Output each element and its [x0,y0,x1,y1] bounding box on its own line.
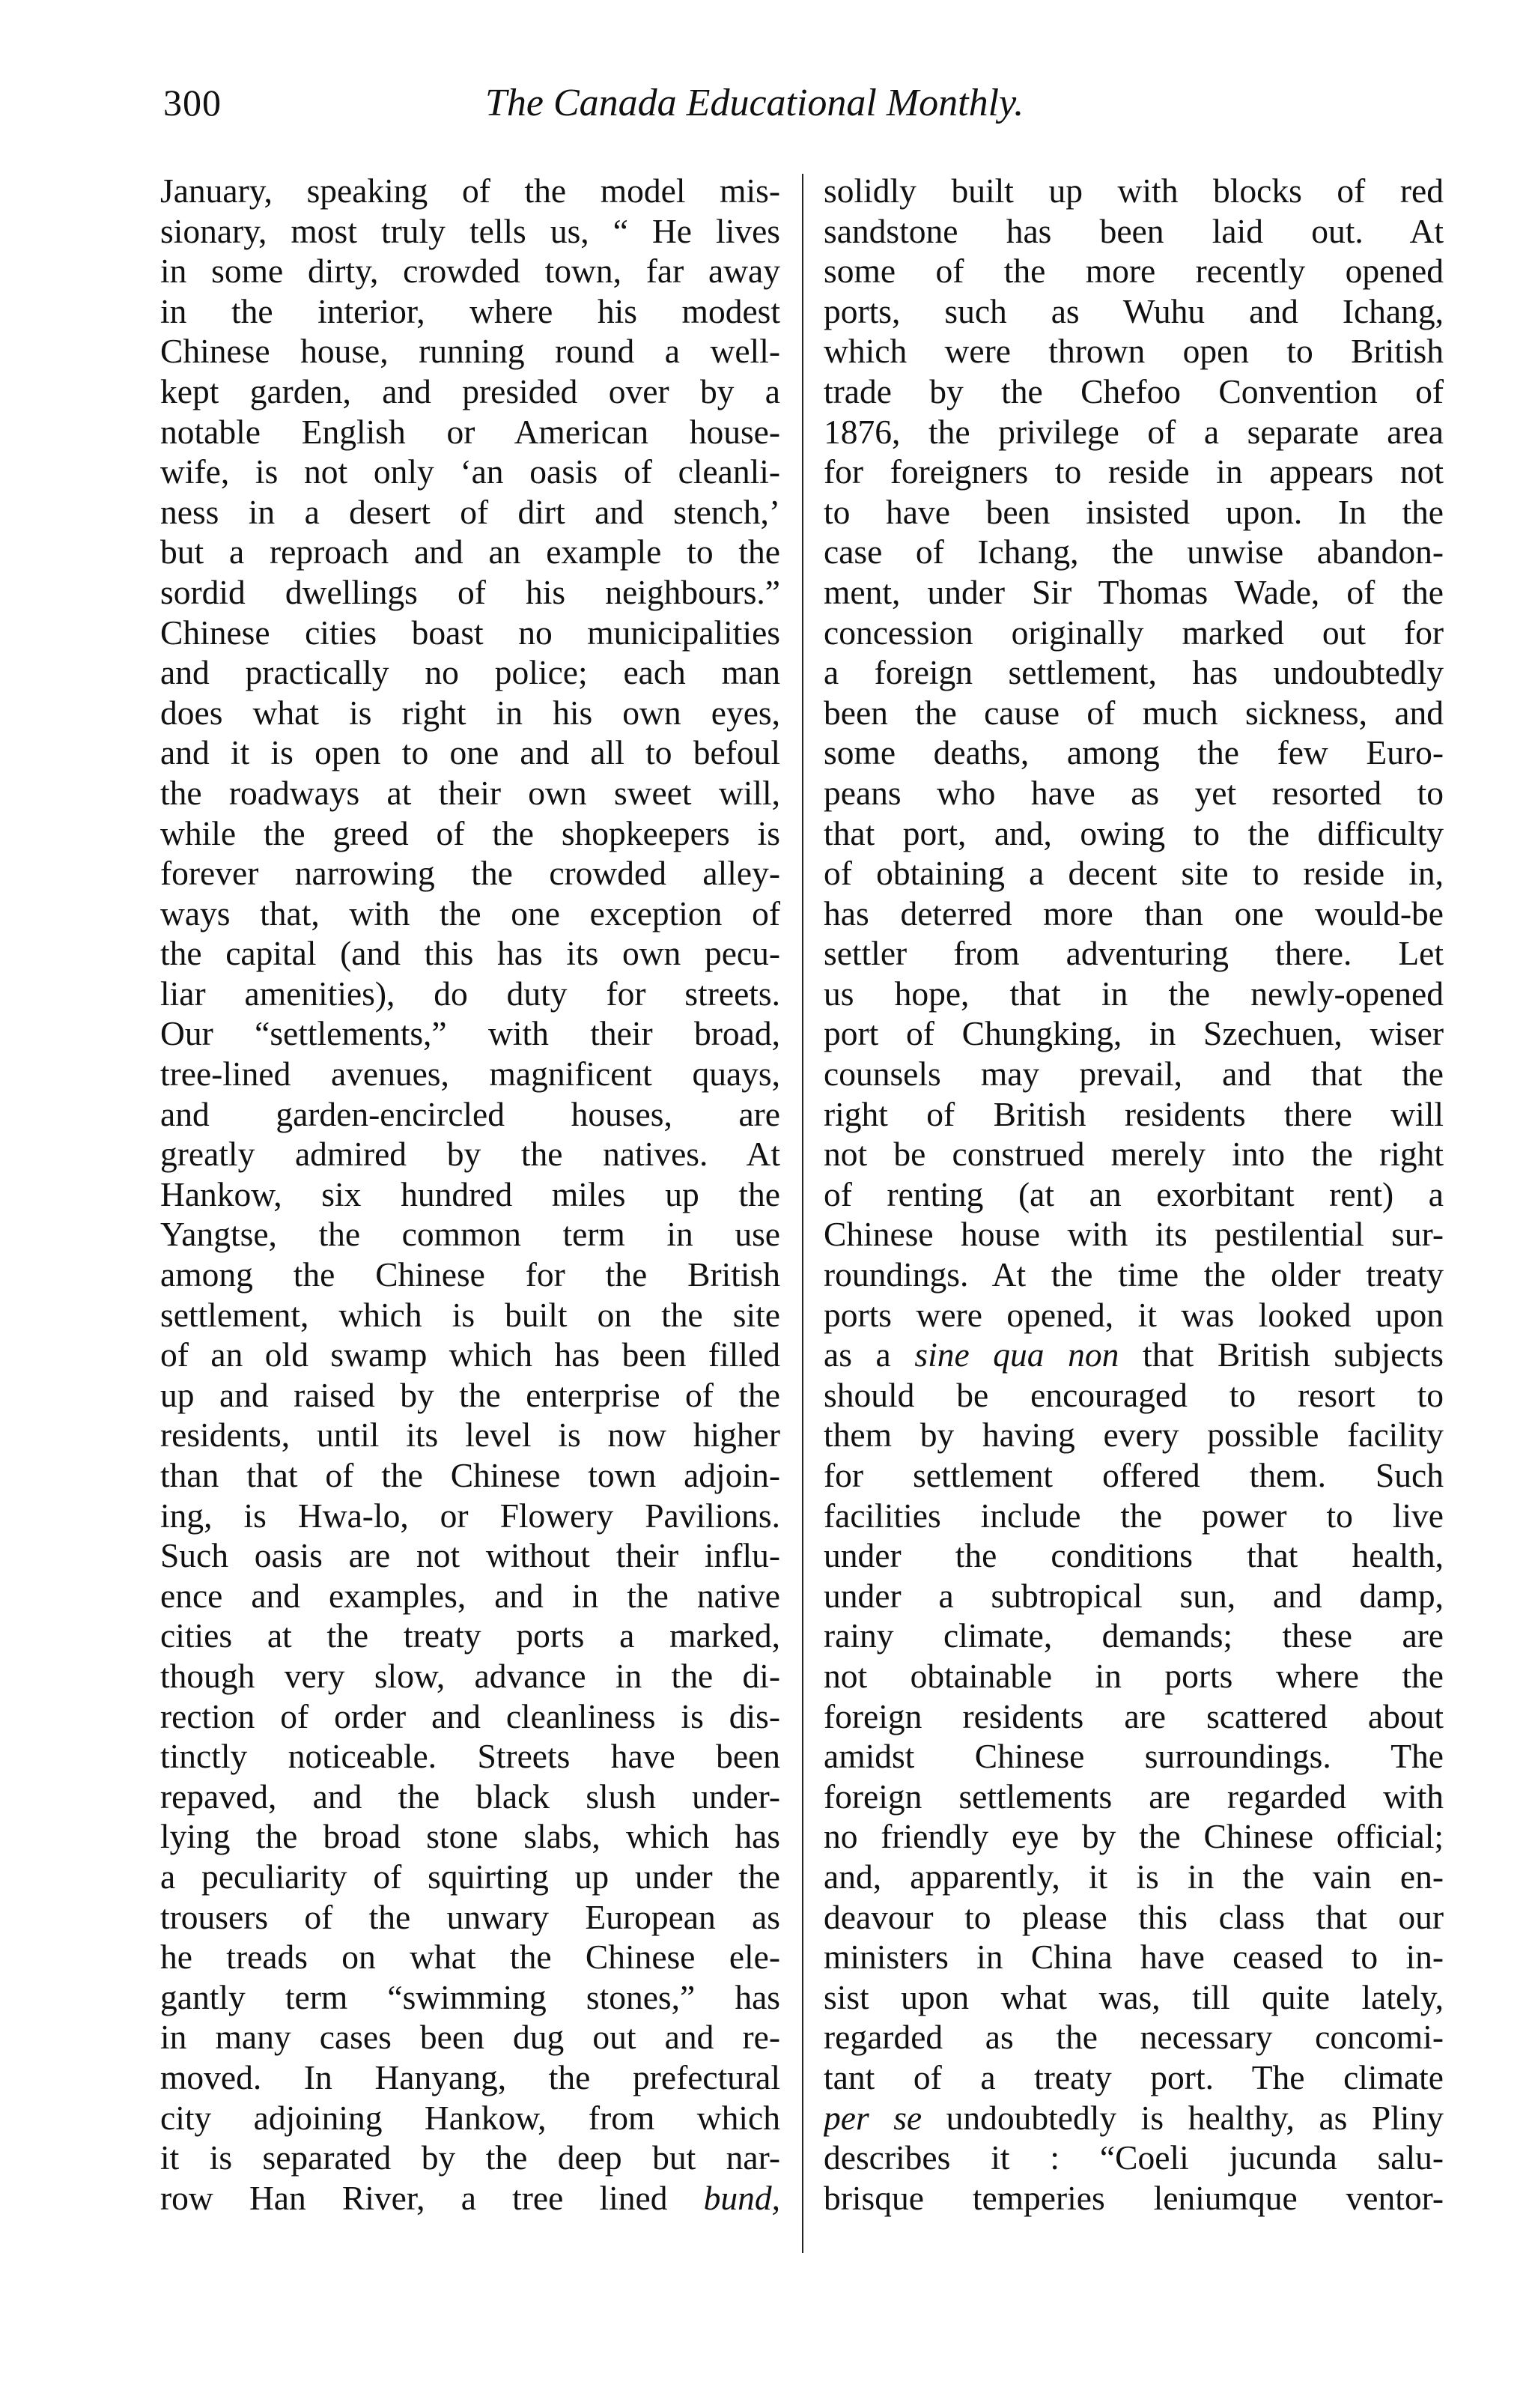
text-line: facilities include the power to live [824,1496,1444,1535]
right-column [824,171,1444,2218]
text-line: foreign residents are scattered about [824,1696,1444,1735]
text-line: sordid dwellings of his neighbours.” [160,572,780,611]
page-number: 300 [163,82,222,124]
text-line: ways that, with the one exception of [160,894,780,932]
text-line: in many cases been dug out and re- [160,2018,780,2057]
text-line: for settlement offered them. Such [824,1456,1444,1494]
text-line: Chinese house with its pestilential sur- [824,1215,1444,1254]
text-line: Such oasis are not without their influ- [160,1536,780,1575]
text-line: ence and examples, and in the native [160,1576,780,1615]
text-line: some of the more recently opened [824,252,1444,291]
text-line: ministers in China have ceased to in- [824,1938,1444,1977]
text-line: for foreigners to reside in appears not [824,452,1444,491]
text-line: some deaths, among the few Euro- [824,733,1444,772]
text-line: sandstone has been laid out. At [824,211,1444,250]
text-line: among the Chinese for the British [160,1255,780,1294]
text-line: us hope, that in the newly-opened [824,974,1444,1013]
column-divider [802,174,803,2253]
text-line: tinctly noticeable. Streets have been [160,1737,780,1776]
text-line: in some dirty, crowded town, far away [160,252,780,291]
text-line: liar amenities), do duty for streets. [160,974,780,1013]
text-line: Chinese house, running round a well- [160,332,780,371]
italic-phrase: per se [824,2098,922,2137]
text-line: trousers of the unwary European as [160,1897,780,1936]
text-line: that port, and, owing to the difficulty [824,813,1444,852]
text-line: them by having every possible facility [824,1416,1444,1455]
text-line: gantly term “swimming stones,” has [160,1977,780,2016]
text-line: repaved, and the black slush under- [160,1777,780,1816]
text-line: should be encouraged to resort to [824,1375,1444,1414]
text-line: city adjoining Hankow, from which [160,2098,780,2137]
text-line: per se undoubtedly is healthy, as Pliny [824,2098,1444,2137]
text-line: cities at the treaty ports a marked, [160,1616,780,1655]
running-title: The Canada Educational Monthly. [485,82,1024,124]
text-line: kept garden, and presided over by a [160,371,780,410]
text-line: and, apparently, it is in the vain en- [824,1857,1444,1896]
text-line: and practically no police; each man [160,653,780,692]
text-line: a foreign settlement, has undoubtedly [824,653,1444,692]
text-line: than that of the Chinese town adjoin- [160,1456,780,1494]
text-line: as a sine qua non that British subjects [824,1335,1444,1374]
text-line: Yangtse, the common term in use [160,1215,780,1254]
text-line: case of Ichang, the unwise abandon- [824,533,1444,571]
text-line: of obtaining a decent site to reside in, [824,854,1444,893]
text-line: does what is right in his own eyes, [160,693,780,732]
text-line: roundings. At the time the older treaty [824,1255,1444,1294]
text-line: moved. In Hanyang, the prefectural [160,2057,780,2096]
page-header [163,81,1212,133]
text-line: under the conditions that health, [824,1536,1444,1575]
text-line: row Han River, a tree lined bund, [160,2178,780,2217]
text-line: forever narrowing the crowded alley- [160,854,780,893]
text-line: residents, until its level is now higher [160,1416,780,1455]
text-line: describes it : “Coeli jucunda salu- [824,2138,1444,2177]
text-line: deavour to please this class that our [824,1897,1444,1936]
text-line: of renting (at an exorbitant rent) a [824,1174,1444,1213]
text-line: tree-lined avenues, magnificent quays, [160,1055,780,1094]
text-line: which were thrown open to British [824,332,1444,371]
text-line: sionary, most truly tells us, “ He lives [160,211,780,250]
text-line: counsels may prevail, and that the [824,1055,1444,1094]
text-line: ing, is Hwa-lo, or Flowery Pavilions. [160,1496,780,1535]
text-line: though very slow, advance in the di- [160,1656,780,1695]
text-line: greatly admired by the natives. At [160,1135,780,1174]
text-line: it is separated by the deep but nar- [160,2138,780,2177]
text-line: trade by the Chefoo Convention of [824,371,1444,410]
text-line: to have been insisted upon. In the [824,492,1444,531]
text-line: while the greed of the shopkeepers is [160,813,780,852]
text-line: lying the broad stone slabs, which has [160,1817,780,1856]
text-line: January, speaking of the model mis- [160,172,780,210]
left-column [160,171,780,2218]
text-line: not obtainable in ports where the [824,1656,1444,1695]
text-line: ports, such as Wuhu and Ichang, [824,291,1444,330]
text-line: has deterred more than one would-be [824,894,1444,932]
text-line: settler from adventuring there. Let [824,934,1444,973]
text-line: ment, under Sir Thomas Wade, of the [824,572,1444,611]
text-line: solidly built up with blocks of red [824,172,1444,210]
text-line: foreign settlements are regarded with [824,1777,1444,1816]
text-line: ness in a desert of dirt and stench,’ [160,492,780,531]
italic-phrase: bund, [703,2178,780,2217]
text-line: notable English or American house- [160,412,780,451]
text-line: tant of a treaty port. The climate [824,2057,1444,2096]
text-line: up and raised by the enterprise of the [160,1375,780,1414]
text-line: 1876, the privilege of a separate area [824,412,1444,451]
text-line: the roadways at their own sweet will, [160,773,780,812]
text-line: and garden-encircled houses, are [160,1094,780,1133]
text-line: settlement, which is built on the site [160,1295,780,1334]
text-line: Hankow, six hundred miles up the [160,1174,780,1213]
text-line: rainy climate, demands; these are [824,1616,1444,1655]
text-line: not be construed merely into the right [824,1135,1444,1174]
text-line: ports were opened, it was looked upon [824,1295,1444,1334]
text-line: been the cause of much sickness, and [824,693,1444,732]
text-line: no friendly eye by the Chinese official; [824,1817,1444,1856]
text-line: but a reproach and an example to the [160,533,780,571]
text-line: and it is open to one and all to befoul [160,733,780,772]
text-line: Chinese cities boast no municipalities [160,613,780,652]
text-line: port of Chungking, in Szechuen, wiser [824,1014,1444,1053]
text-line: wife, is not only ‘an oasis of cleanli- [160,452,780,491]
text-line: right of British residents there will [824,1094,1444,1133]
text-line: he treads on what the Chinese ele- [160,1938,780,1977]
italic-phrase: sine qua non [914,1335,1119,1374]
text-line: amidst Chinese surroundings. The [824,1737,1444,1776]
text-line: rection of order and cleanliness is dis- [160,1696,780,1735]
text-line: regarded as the necessary concomi- [824,2018,1444,2057]
text-line: Our “settlements,” with their broad, [160,1014,780,1053]
text-line: under a subtropical sun, and damp, [824,1576,1444,1615]
text-line: sist upon what was, till quite lately, [824,1977,1444,2016]
text-line: the capital (and this has its own pecu- [160,934,780,973]
text-line: peans who have as yet resorted to [824,773,1444,812]
text-line: a peculiarity of squirting up under the [160,1857,780,1896]
text-line: in the interior, where his modest [160,291,780,330]
text-line: brisque temperies leniumque ventor- [824,2178,1444,2217]
text-line: concession originally marked out for [824,613,1444,652]
text-line: of an old swamp which has been filled [160,1335,780,1374]
